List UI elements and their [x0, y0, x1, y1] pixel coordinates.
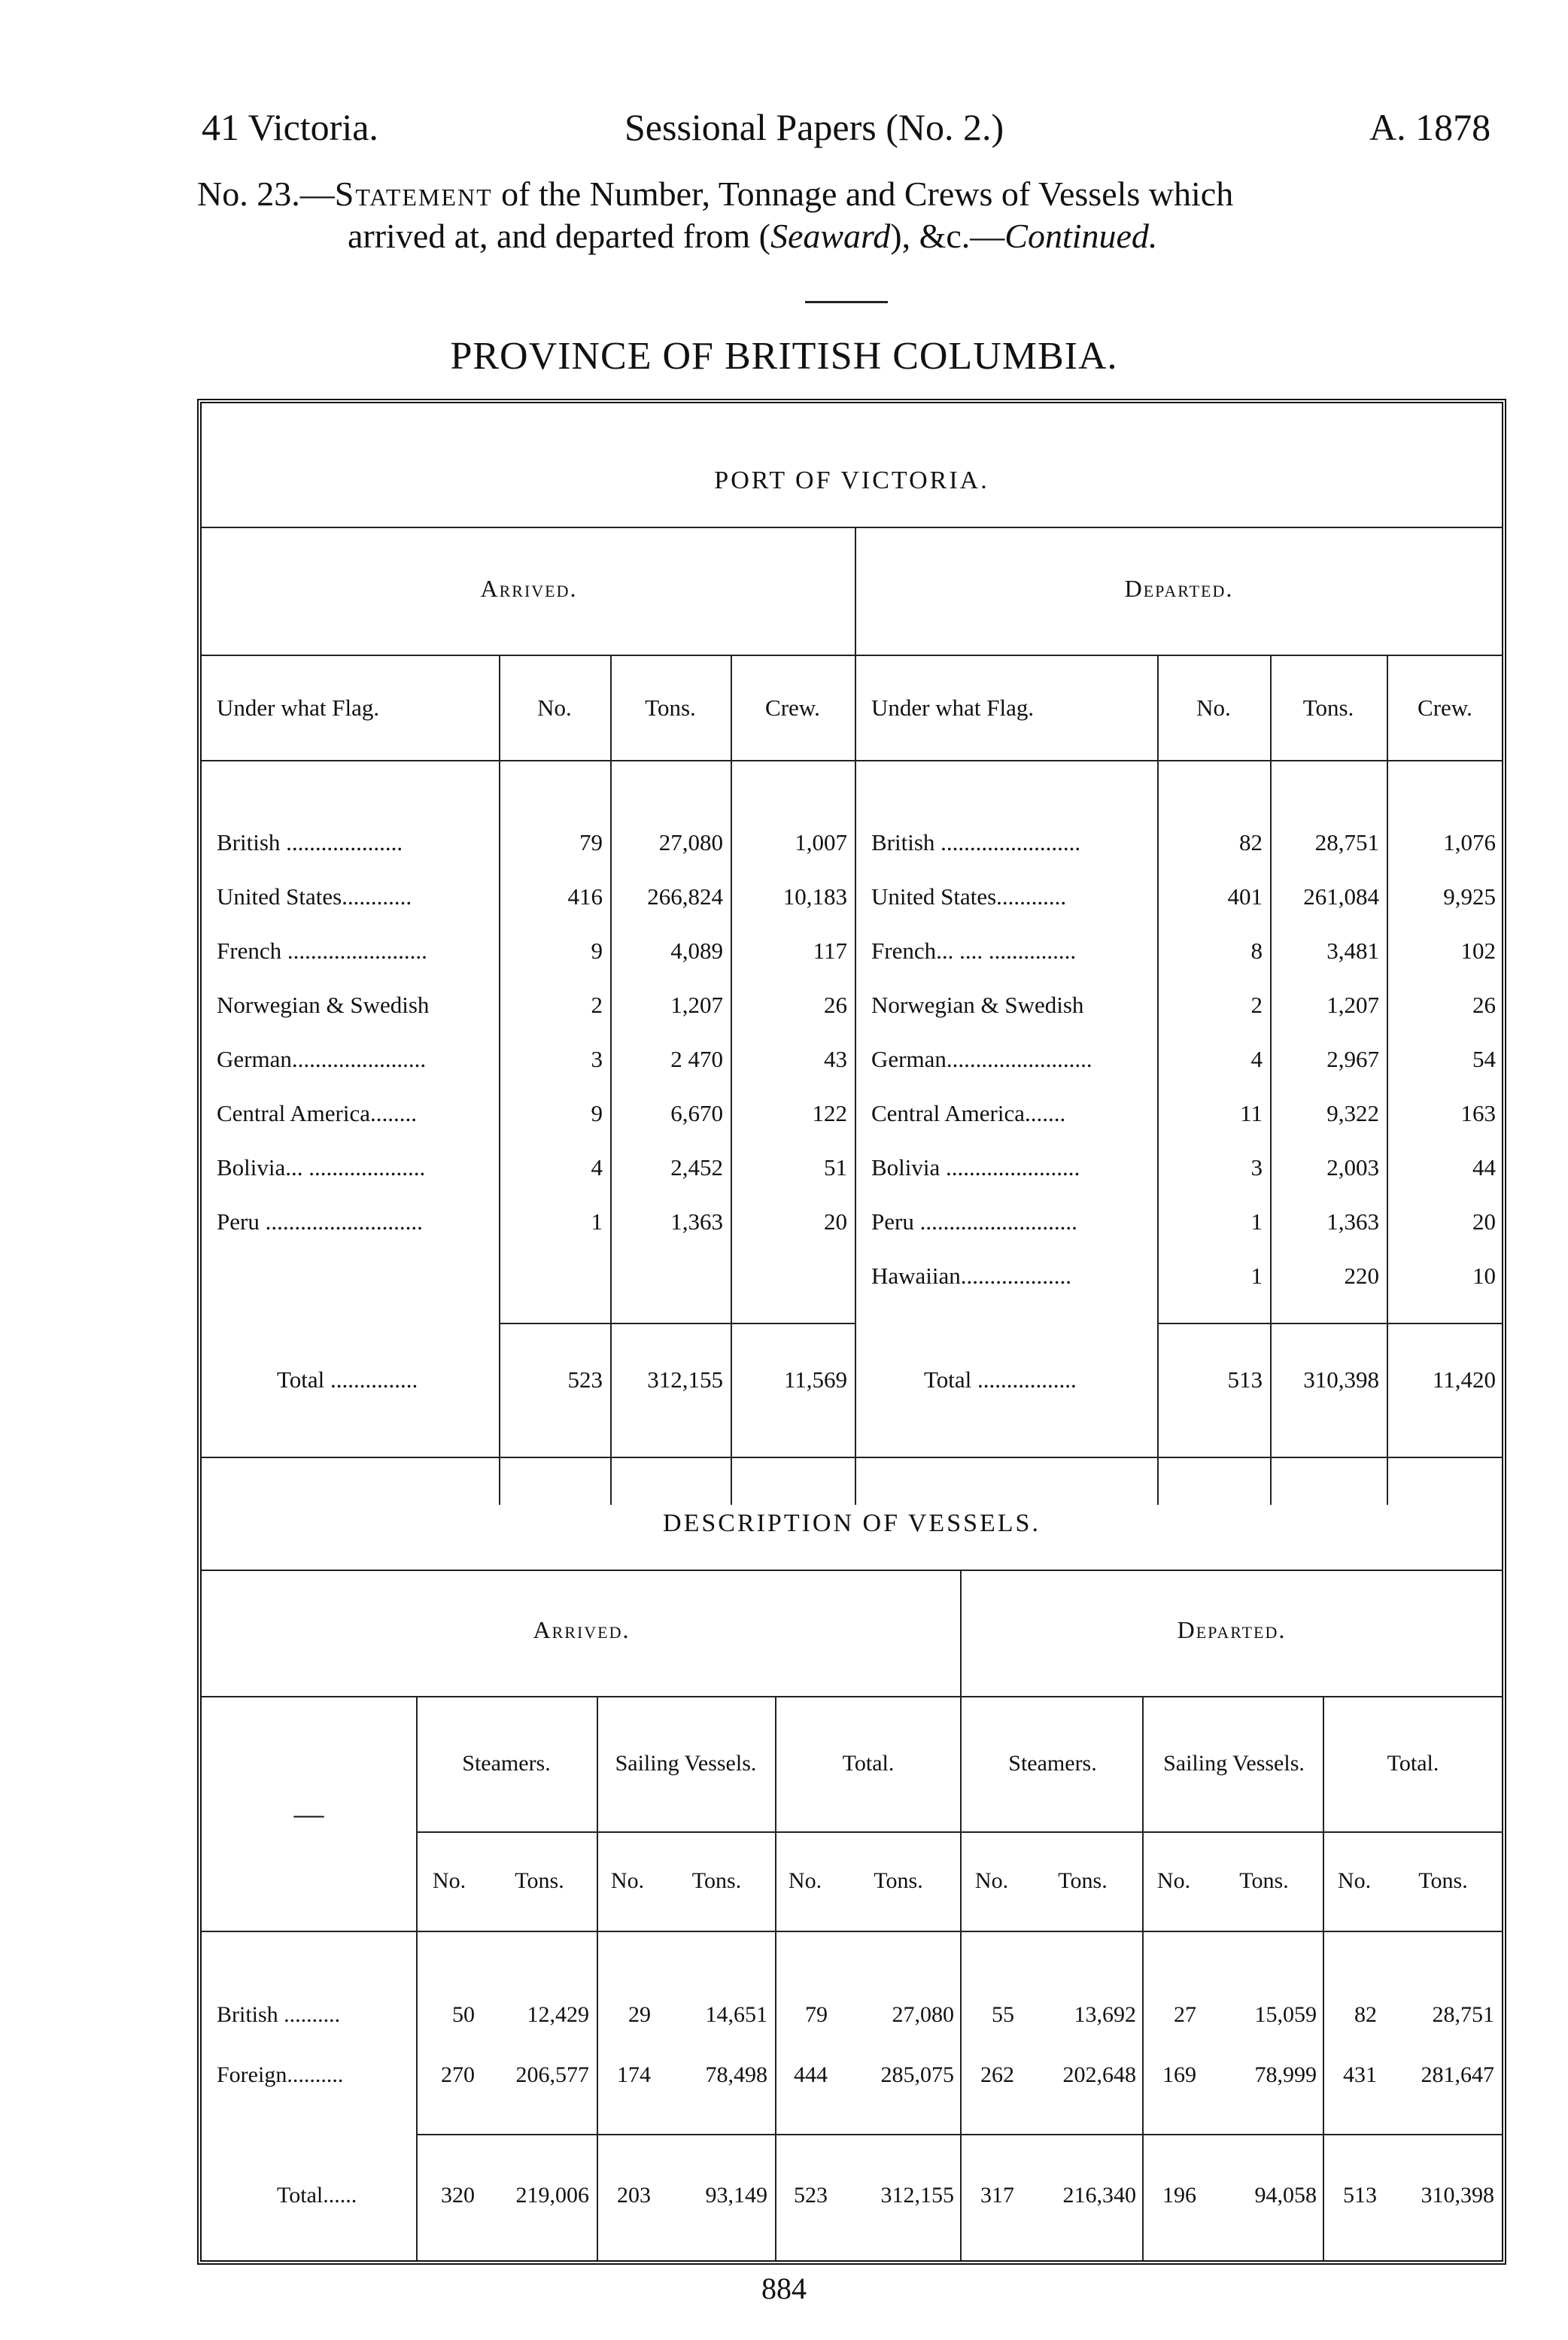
- flag-name: Central America........: [217, 1100, 417, 1126]
- flag-name: United States............: [871, 883, 1067, 910]
- statement-line2: arrived at, and departed from (: [348, 217, 770, 255]
- departed-total-crew: 11,420: [1432, 1366, 1496, 1393]
- flag-row: [202, 870, 855, 924]
- arrived-flag-header: Under what Flag.: [217, 694, 380, 721]
- flag-name: British ....................: [217, 829, 403, 855]
- flag-name: Central America.......: [871, 1100, 1066, 1126]
- vessel-class-cell: 27,080: [892, 2002, 954, 2027]
- statement-lead: Statement: [334, 175, 493, 213]
- desc-total-cell: 312,155: [880, 2183, 954, 2208]
- flag-name: United States............: [217, 883, 412, 910]
- flag-row: [856, 816, 1503, 870]
- flag-row: [856, 1086, 1503, 1141]
- vessel-class-cell: 169: [1162, 2062, 1196, 2087]
- desc-group-header-row: [202, 1696, 1502, 1831]
- vessel-class-cell: 270: [441, 2062, 475, 2087]
- desc-total-cell: 216,340: [1062, 2183, 1136, 2208]
- vessel-class-cell: 262: [980, 2062, 1014, 2087]
- tonnage: 6,670: [670, 1100, 723, 1126]
- crew-count: 43: [824, 1046, 847, 1072]
- desc-col-no: No.: [610, 1868, 645, 1893]
- desc-col-tons: Tons.: [515, 1868, 564, 1893]
- crew-count: 117: [813, 938, 847, 964]
- desc-dash-header: —: [293, 1796, 324, 1831]
- desc-total-cell: 317: [980, 2183, 1014, 2208]
- crew-count: 54: [1472, 1046, 1496, 1072]
- vessel-class-cell: 14,651: [705, 2002, 767, 2027]
- tonnage: 2,003: [1326, 1154, 1379, 1181]
- port-bottom-rule: [202, 1457, 1502, 1458]
- vessel-class-cell: 281,647: [1421, 2062, 1494, 2087]
- vessel-count: 9: [591, 938, 603, 964]
- vessel-count: 1: [591, 1208, 603, 1235]
- vessel-count: 4: [591, 1154, 603, 1181]
- vessel-class-cell: 79: [805, 2002, 828, 2027]
- crew-count: 10,183: [782, 883, 847, 910]
- flag-row: [202, 1249, 855, 1303]
- vessel-class-cell: 12,429: [527, 2002, 589, 2027]
- page-number: 884: [761, 2272, 807, 2305]
- desc-departed-label: Departed.: [1177, 1616, 1287, 1643]
- desc-total-cell: 93,149: [705, 2183, 767, 2208]
- desc-total-cell: 513: [1343, 2183, 1377, 2208]
- vessel-class-cell: 13,692: [1074, 2002, 1136, 2027]
- flag-row: [202, 1086, 855, 1141]
- desc-col-tons: Tons.: [1058, 1868, 1108, 1893]
- desc-total-row: [202, 2159, 1502, 2232]
- flag-name: German.........................: [871, 1046, 1092, 1072]
- vessel-count: 401: [1227, 883, 1263, 910]
- desc-subheader-rule: [416, 1831, 1502, 1833]
- vessel-count: [499, 1249, 610, 1303]
- desc-departed-sailing-header: Sailing Vessels.: [1163, 1751, 1305, 1776]
- tonnage: 1,207: [670, 992, 723, 1018]
- departed-table: [856, 655, 1503, 1303]
- desc-col-tons: Tons.: [691, 1868, 742, 1893]
- crew-count: 26: [824, 992, 847, 1018]
- arrived-total-row: [202, 1353, 855, 1407]
- desc-total-label: Total......: [277, 2183, 357, 2208]
- tonnage: 9,322: [1326, 1100, 1379, 1126]
- desc-departed-total-header: Total.: [1387, 1751, 1439, 1776]
- tonnage: 2,967: [1326, 1046, 1379, 1072]
- flag-row: [202, 924, 855, 978]
- vessel-count: 2: [1250, 992, 1263, 1018]
- tonnage: 3,481: [1326, 938, 1379, 964]
- flag-row: [856, 1195, 1503, 1249]
- header-right: A. 1878: [1369, 106, 1491, 148]
- vessel-class-cell: 50: [452, 2002, 475, 2027]
- flag-row: [202, 1032, 855, 1086]
- flag-row: [202, 1141, 855, 1195]
- desc-arrived-steamers-header: Steamers.: [462, 1751, 551, 1776]
- port-header-rule: [202, 760, 1502, 761]
- statement-line1: of the Number, Tonnage and Crews of Vessels which: [492, 175, 1234, 213]
- flag-name: Hawaiian...................: [871, 1263, 1072, 1289]
- arrived-no-header: No.: [537, 694, 572, 721]
- flag-name: Norwegian & Swedish: [217, 992, 430, 1018]
- flag-name: Bolivia... ....................: [217, 1154, 426, 1181]
- crew-count: 1,007: [795, 829, 847, 855]
- departed-total-label: Total .................: [924, 1366, 1077, 1393]
- arrived-label: Arrived.: [480, 575, 578, 602]
- desc-rule-a-sv: [775, 1696, 776, 2260]
- statement-heading: [197, 173, 1521, 257]
- vessel-class-cell: 78,498: [705, 2062, 767, 2087]
- desc-col-no: No.: [788, 1868, 822, 1893]
- arrived-total-no: 523: [567, 1366, 603, 1393]
- arrived-total-table: [202, 1353, 855, 1407]
- desc-total-cell: 219,006: [515, 2183, 589, 2208]
- desc-rule-label: [416, 1696, 418, 2260]
- description-table: [202, 1696, 1502, 2232]
- vessel-class-cell: 82: [1354, 2002, 1377, 2027]
- desc-arrived-label: Arrived.: [533, 1616, 631, 1643]
- desc-rule-a-st: [597, 1696, 598, 2260]
- crew-count: 44: [1472, 1154, 1496, 1181]
- flag-name: Bolivia .......................: [871, 1154, 1080, 1181]
- desc-col-no: No.: [974, 1868, 1009, 1893]
- flag-row: [856, 1249, 1503, 1303]
- flag-row: [202, 816, 855, 870]
- tonnage: 1,363: [1326, 1208, 1379, 1235]
- port-title-rule: [202, 527, 1502, 528]
- statement-continued: Continued.: [1004, 217, 1158, 255]
- departed-tons-header: Tons.: [1302, 694, 1354, 721]
- tonnage: 266,824: [647, 883, 723, 910]
- crew-count: 9,925: [1443, 883, 1496, 910]
- desc-total-rule: [416, 2134, 1502, 2135]
- description-title: DESCRIPTION OF VESSELS.: [663, 1509, 1041, 1537]
- desc-arrived-sailing-header: Sailing Vessels.: [615, 1751, 757, 1776]
- arrived-total-tons: 312,155: [647, 1366, 723, 1393]
- crew-count: [731, 1249, 855, 1303]
- departed-total-no: 513: [1227, 1366, 1263, 1393]
- vessel-count: 1: [1250, 1263, 1263, 1289]
- desc-col-tons: Tons.: [1418, 1868, 1468, 1893]
- vessel-class-label: Foreign..........: [217, 2062, 344, 2087]
- description-rows: [202, 1985, 1502, 2105]
- departed-crew-header: Crew.: [1418, 694, 1472, 721]
- desc-departed-steamers-header: Steamers.: [1008, 1751, 1097, 1776]
- flag-name: Norwegian & Swedish: [871, 992, 1084, 1018]
- desc-total-cell: 94,058: [1254, 2183, 1317, 2208]
- vessel-class-cell: 78,999: [1254, 2062, 1317, 2087]
- crew-count: 122: [812, 1100, 847, 1126]
- flag-name: French ........................: [217, 938, 427, 964]
- vessel-class-row: [202, 1985, 1502, 2045]
- flag-name: French... .... ...............: [871, 938, 1077, 964]
- flag-row: [856, 978, 1503, 1032]
- vessel-count: 4: [1250, 1046, 1263, 1072]
- flag-name: Peru ...........................: [217, 1208, 423, 1235]
- header-center: Sessional Papers (No. 2.): [624, 106, 1004, 148]
- departed-total-table: [856, 1353, 1503, 1407]
- arrived-total-label: Total ...............: [277, 1366, 418, 1393]
- vessel-class-cell: 444: [794, 2062, 828, 2087]
- vessel-class-cell: 174: [617, 2062, 651, 2087]
- description-title-rule: [202, 1570, 1502, 1571]
- desc-col-tons: Tons.: [874, 1868, 923, 1893]
- departed-no-header: No.: [1196, 694, 1231, 721]
- desc-total-cell: 196: [1162, 2183, 1196, 2208]
- flag-row: [202, 978, 855, 1032]
- departed-total-tons: 310,398: [1303, 1366, 1379, 1393]
- desc-col-no: No.: [1337, 1868, 1372, 1893]
- vessel-class-cell: 206,577: [515, 2062, 589, 2087]
- tonnage: 1,363: [670, 1208, 723, 1235]
- port-title: PORT OF VICTORIA.: [714, 466, 989, 494]
- arrived-crew-header: Crew.: [765, 694, 820, 721]
- crew-count: 20: [824, 1208, 847, 1235]
- crew-count: 163: [1460, 1100, 1496, 1126]
- departed-header-row: [856, 655, 1503, 761]
- vessel-count: 9: [591, 1100, 603, 1126]
- flag-name: [202, 1249, 499, 1303]
- province-title: PROVINCE OF BRITISH COLUMBIA.: [450, 335, 1118, 378]
- desc-total-cell: 320: [441, 2183, 475, 2208]
- vessel-count: 8: [1250, 938, 1263, 964]
- flag-name: British ........................: [871, 829, 1081, 855]
- crew-count: 26: [1472, 992, 1496, 1018]
- statement-line2-mid: ), &c.—: [890, 217, 1005, 255]
- desc-total-cell: 203: [617, 2183, 651, 2208]
- desc-col-tons: Tons.: [1239, 1868, 1289, 1893]
- desc-col-no: No.: [432, 1868, 466, 1893]
- departed-label: Departed.: [1124, 575, 1234, 602]
- flag-row: [856, 1032, 1503, 1086]
- tonnage: 4,089: [670, 938, 723, 964]
- arrived-header-row: [202, 655, 855, 761]
- desc-total-cell: 310,398: [1421, 2183, 1494, 2208]
- header-left: 41 Victoria.: [202, 106, 378, 148]
- crew-count: 102: [1460, 938, 1496, 964]
- flag-name: Peru ...........................: [871, 1208, 1077, 1235]
- crew-count: 10: [1472, 1263, 1496, 1289]
- flag-row: [202, 1195, 855, 1249]
- vessel-count: 79: [579, 829, 603, 855]
- vessel-class-cell: 202,648: [1062, 2062, 1136, 2087]
- flag-name: German.......................: [217, 1046, 427, 1072]
- departed-total-rule: [1157, 1323, 1502, 1324]
- statement-number: No. 23.—: [197, 175, 335, 213]
- tonnage: 28,751: [1314, 829, 1379, 855]
- flag-row: [856, 924, 1503, 978]
- desc-rule-d-sv: [1323, 1696, 1324, 2260]
- vessel-count: 11: [1240, 1100, 1263, 1126]
- vessel-count: 3: [1250, 1154, 1263, 1181]
- tonnage: 1,207: [1326, 992, 1379, 1018]
- arrived-tons-header: Tons.: [645, 694, 696, 721]
- departed-rows: [856, 816, 1503, 1303]
- tonnage: 261,084: [1303, 883, 1379, 910]
- vessel-class-row: [202, 2045, 1502, 2105]
- desc-rule-d-st: [1142, 1696, 1144, 2260]
- tonnage: 27,080: [658, 829, 723, 855]
- departed-total-row: [856, 1353, 1503, 1407]
- crew-count: 20: [1472, 1208, 1496, 1235]
- desc-col-no: No.: [1156, 1868, 1191, 1893]
- vessel-class-cell: 431: [1343, 2062, 1377, 2087]
- vessel-class-cell: 27: [1174, 2002, 1196, 2027]
- vessel-count: 82: [1239, 829, 1263, 855]
- desc-header-bottom-rule: [202, 1931, 1502, 1932]
- statement-seaward: Seaward: [770, 217, 891, 255]
- vessel-class-label: British ..........: [217, 2002, 341, 2027]
- vessel-class-cell: 29: [628, 2002, 651, 2027]
- departed-flag-header: Under what Flag.: [871, 694, 1035, 721]
- tonnage: 2,452: [670, 1154, 723, 1181]
- vessel-count: 1: [1250, 1208, 1263, 1235]
- tonnage: 220: [1344, 1263, 1379, 1289]
- heading-rule: [805, 301, 888, 303]
- vessel-class-cell: 15,059: [1254, 2002, 1317, 2027]
- tonnage: 2 470: [670, 1046, 723, 1072]
- arrived-total-crew: 11,569: [783, 1366, 847, 1393]
- flag-row: [856, 1141, 1503, 1195]
- vessel-count: 3: [591, 1046, 603, 1072]
- arrived-rows: [202, 816, 855, 1303]
- desc-center-divider: [960, 1570, 962, 2260]
- statement-frame: [197, 399, 1506, 2265]
- crew-count: 51: [824, 1154, 847, 1181]
- vessel-count: 2: [591, 992, 603, 1018]
- vessel-class-cell: 55: [992, 2002, 1014, 2027]
- desc-total-cell: 523: [794, 2183, 828, 2208]
- vessel-class-cell: 285,075: [880, 2062, 954, 2087]
- vessel-class-cell: 28,751: [1432, 2002, 1494, 2027]
- desc-arrived-total-header: Total.: [842, 1751, 895, 1776]
- flag-row: [856, 870, 1503, 924]
- tonnage: [610, 1249, 731, 1303]
- crew-count: 1,076: [1443, 829, 1496, 855]
- arrived-table: [202, 655, 855, 1303]
- arrived-total-rule: [499, 1323, 855, 1324]
- vessel-count: 416: [567, 883, 603, 910]
